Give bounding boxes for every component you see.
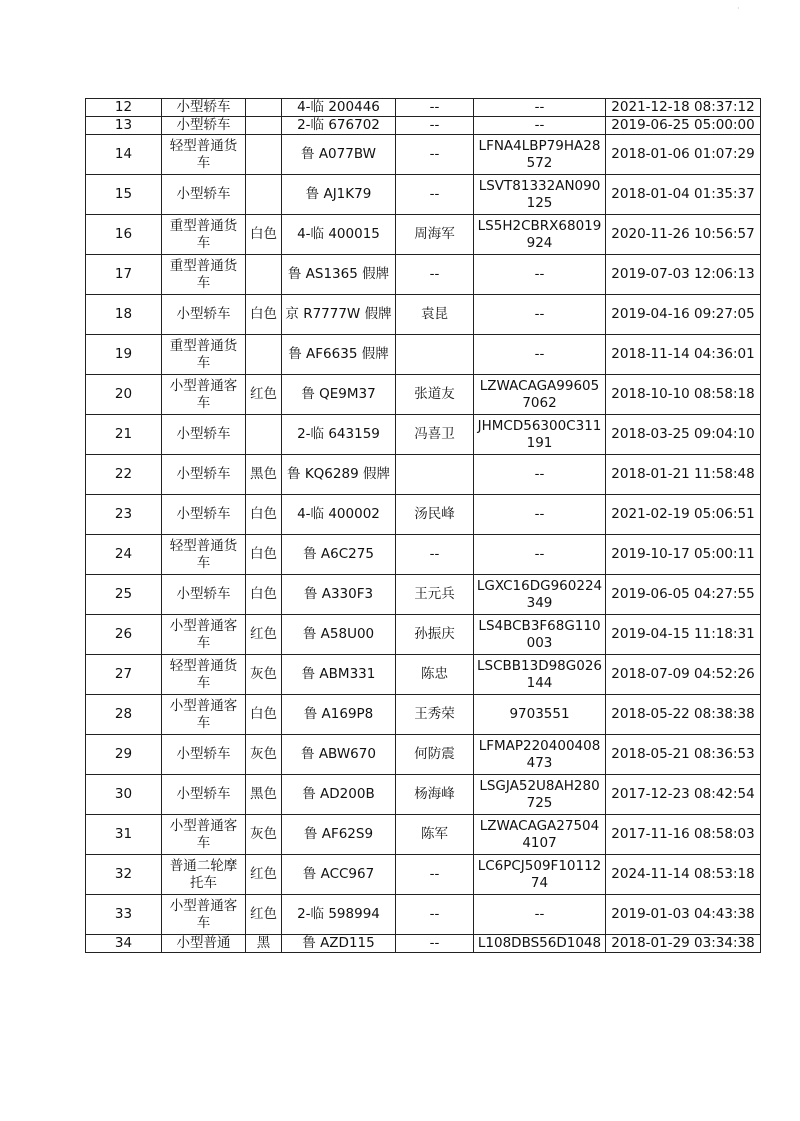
table-row (86, 855, 761, 895)
row-number-cell: 18 (86, 295, 162, 335)
row-number-cell: 26 (86, 615, 162, 655)
plate-number-cell: 鲁 AZD115 (282, 935, 396, 953)
owner-name-cell (396, 455, 474, 495)
row-number-cell: 24 (86, 535, 162, 575)
vehicle-type-cell: 小型普通客车 (162, 375, 246, 415)
vehicle-type-cell: 小型轿车 (162, 117, 246, 135)
row-number-cell: 27 (86, 655, 162, 695)
row-number-cell: 22 (86, 455, 162, 495)
table-row (86, 335, 761, 375)
vehicle-color-cell (246, 99, 282, 117)
record-time-cell: 2018-01-29 03:34:38 (606, 935, 761, 953)
table-row (86, 815, 761, 855)
record-time-cell: 2018-03-25 09:04:10 (606, 415, 761, 455)
table-row (86, 615, 761, 655)
owner-name-cell: -- (396, 117, 474, 135)
vehicle-type-cell: 轻型普通货车 (162, 655, 246, 695)
record-time-cell: 2021-12-18 08:37:12 (606, 99, 761, 117)
record-time-cell: 2021-02-19 05:06:51 (606, 495, 761, 535)
vehicle-record-table (85, 98, 761, 953)
vehicle-color-cell (246, 117, 282, 135)
owner-name-cell: 何防震 (396, 735, 474, 775)
vehicle-type-cell: 小型普通客车 (162, 615, 246, 655)
owner-name-cell: 汤民峰 (396, 495, 474, 535)
owner-name-cell: 王秀荣 (396, 695, 474, 735)
record-time-cell: 2018-01-21 11:58:48 (606, 455, 761, 495)
vehicle-color-cell: 红色 (246, 615, 282, 655)
owner-name-cell: 杨海峰 (396, 775, 474, 815)
plate-number-cell: 4-临 400002 (282, 495, 396, 535)
vehicle-color-cell: 红色 (246, 855, 282, 895)
owner-name-cell: 陈忠 (396, 655, 474, 695)
plate-number-cell: 2-临 676702 (282, 117, 396, 135)
vehicle-color-cell: 黑 (246, 935, 282, 953)
table-row (86, 295, 761, 335)
vin-cell: LFMAP220400408473 (474, 735, 606, 775)
record-time-cell: 2018-07-09 04:52:26 (606, 655, 761, 695)
table-row (86, 117, 761, 135)
vin-cell: -- (474, 895, 606, 935)
owner-name-cell: -- (396, 175, 474, 215)
vin-cell: LSCBB13D98G026144 (474, 655, 606, 695)
row-number-cell: 20 (86, 375, 162, 415)
vehicle-color-cell (246, 175, 282, 215)
table-row (86, 415, 761, 455)
record-time-cell: 2020-11-26 10:56:57 (606, 215, 761, 255)
vehicle-type-cell: 小型轿车 (162, 99, 246, 117)
vehicle-color-cell (246, 255, 282, 295)
row-number-cell: 12 (86, 99, 162, 117)
plate-number-cell: 鲁 AF6635 假牌 (282, 335, 396, 375)
record-time-cell: 2018-10-10 08:58:18 (606, 375, 761, 415)
owner-name-cell: 冯喜卫 (396, 415, 474, 455)
table-row (86, 935, 761, 953)
table-row (86, 695, 761, 735)
record-time-cell: 2018-11-14 04:36:01 (606, 335, 761, 375)
row-number-cell: 23 (86, 495, 162, 535)
row-number-cell: 21 (86, 415, 162, 455)
row-number-cell: 13 (86, 117, 162, 135)
vehicle-type-cell: 小型轿车 (162, 415, 246, 455)
record-time-cell: 2019-06-25 05:00:00 (606, 117, 761, 135)
vehicle-color-cell: 白色 (246, 495, 282, 535)
vehicle-color-cell: 白色 (246, 575, 282, 615)
row-number-cell: 28 (86, 695, 162, 735)
record-time-cell: 2024-11-14 08:53:18 (606, 855, 761, 895)
vehicle-type-cell: 小型轿车 (162, 775, 246, 815)
vehicle-type-cell: 小型轿车 (162, 295, 246, 335)
table-row (86, 775, 761, 815)
row-number-cell: 34 (86, 935, 162, 953)
row-number-cell: 32 (86, 855, 162, 895)
record-time-cell: 2019-01-03 04:43:38 (606, 895, 761, 935)
table-row (86, 495, 761, 535)
vin-cell: -- (474, 335, 606, 375)
owner-name-cell: -- (396, 255, 474, 295)
plate-number-cell: 鲁 ABW670 (282, 735, 396, 775)
vehicle-color-cell: 白色 (246, 535, 282, 575)
vin-cell: LSVT81332AN090125 (474, 175, 606, 215)
plate-number-cell: 鲁 A077BW (282, 135, 396, 175)
vehicle-color-cell (246, 415, 282, 455)
vehicle-type-cell: 小型普通客车 (162, 895, 246, 935)
owner-name-cell: 张道友 (396, 375, 474, 415)
vehicle-type-cell: 小型轿车 (162, 455, 246, 495)
record-time-cell: 2019-04-16 09:27:05 (606, 295, 761, 335)
vin-cell: L108DBS56D1048 (474, 935, 606, 953)
vin-cell: LSGJA52U8AH280725 (474, 775, 606, 815)
vin-cell: LGXC16DG960224349 (474, 575, 606, 615)
record-time-cell: 2018-01-06 01:07:29 (606, 135, 761, 175)
vin-cell: LS4BCB3F68G110003 (474, 615, 606, 655)
vin-cell: LS5H2CBRX68019924 (474, 215, 606, 255)
table-row (86, 655, 761, 695)
record-time-cell: 2019-04-15 11:18:31 (606, 615, 761, 655)
vehicle-color-cell: 红色 (246, 895, 282, 935)
vehicle-color-cell: 红色 (246, 375, 282, 415)
vehicle-type-cell: 重型普通货车 (162, 335, 246, 375)
vehicle-type-cell: 小型普通 (162, 935, 246, 953)
record-time-cell: 2018-05-21 08:36:53 (606, 735, 761, 775)
owner-name-cell: -- (396, 99, 474, 117)
vehicle-color-cell: 白色 (246, 295, 282, 335)
record-time-cell: 2017-12-23 08:42:54 (606, 775, 761, 815)
plate-number-cell: 鲁 AJ1K79 (282, 175, 396, 215)
owner-name-cell: 周海军 (396, 215, 474, 255)
vehicle-type-cell: 轻型普通货车 (162, 535, 246, 575)
vehicle-type-cell: 小型轿车 (162, 575, 246, 615)
vehicle-type-cell: 小型轿车 (162, 175, 246, 215)
table-row (86, 735, 761, 775)
vehicle-color-cell: 黑色 (246, 775, 282, 815)
vehicle-type-cell: 重型普通货车 (162, 255, 246, 295)
row-number-cell: 17 (86, 255, 162, 295)
owner-name-cell: -- (396, 935, 474, 953)
owner-name-cell: -- (396, 855, 474, 895)
plate-number-cell: 4-临 200446 (282, 99, 396, 117)
table-row (86, 895, 761, 935)
plate-number-cell: 2-临 598994 (282, 895, 396, 935)
owner-name-cell: 王元兵 (396, 575, 474, 615)
owner-name-cell: -- (396, 895, 474, 935)
plate-number-cell: 鲁 ACC967 (282, 855, 396, 895)
vin-cell: LFNA4LBP79HA28572 (474, 135, 606, 175)
vin-cell: LZWACAGA996057062 (474, 375, 606, 415)
plate-number-cell: 鲁 A6C275 (282, 535, 396, 575)
scan-speck: · (737, 4, 740, 13)
table-row (86, 135, 761, 175)
row-number-cell: 31 (86, 815, 162, 855)
vin-cell: -- (474, 117, 606, 135)
vehicle-color-cell: 灰色 (246, 735, 282, 775)
owner-name-cell: -- (396, 535, 474, 575)
vehicle-type-cell: 重型普通货车 (162, 215, 246, 255)
record-time-cell: 2019-07-03 12:06:13 (606, 255, 761, 295)
plate-number-cell: 鲁 KQ6289 假牌 (282, 455, 396, 495)
vehicle-color-cell: 白色 (246, 215, 282, 255)
plate-number-cell: 鲁 AF62S9 (282, 815, 396, 855)
plate-number-cell: 鲁 A330F3 (282, 575, 396, 615)
owner-name-cell: -- (396, 135, 474, 175)
vin-cell: -- (474, 99, 606, 117)
row-number-cell: 14 (86, 135, 162, 175)
plate-number-cell: 鲁 ABM331 (282, 655, 396, 695)
vehicle-color-cell (246, 135, 282, 175)
vehicle-type-cell: 普通二轮摩托车 (162, 855, 246, 895)
vehicle-color-cell: 黑色 (246, 455, 282, 495)
vehicle-type-cell: 小型轿车 (162, 735, 246, 775)
row-number-cell: 19 (86, 335, 162, 375)
vin-cell: -- (474, 535, 606, 575)
plate-number-cell: 鲁 AS1365 假牌 (282, 255, 396, 295)
vin-cell: -- (474, 295, 606, 335)
vehicle-type-cell: 小型普通客车 (162, 815, 246, 855)
table-row (86, 575, 761, 615)
table-body (86, 99, 761, 953)
plate-number-cell: 2-临 643159 (282, 415, 396, 455)
plate-number-cell: 鲁 A58U00 (282, 615, 396, 655)
plate-number-cell: 鲁 AD200B (282, 775, 396, 815)
owner-name-cell: 袁昆 (396, 295, 474, 335)
vehicle-type-cell: 轻型普通货车 (162, 135, 246, 175)
record-time-cell: 2018-01-04 01:35:37 (606, 175, 761, 215)
record-time-cell: 2017-11-16 08:58:03 (606, 815, 761, 855)
row-number-cell: 33 (86, 895, 162, 935)
owner-name-cell: 孙振庆 (396, 615, 474, 655)
row-number-cell: 25 (86, 575, 162, 615)
table-row (86, 535, 761, 575)
record-time-cell: 2019-06-05 04:27:55 (606, 575, 761, 615)
vin-cell: JHMCD56300C311191 (474, 415, 606, 455)
table-row (86, 99, 761, 117)
plate-number-cell: 京 R7777W 假牌 (282, 295, 396, 335)
vehicle-color-cell (246, 335, 282, 375)
row-number-cell: 15 (86, 175, 162, 215)
plate-number-cell: 4-临 400015 (282, 215, 396, 255)
table-row (86, 375, 761, 415)
vehicle-type-cell: 小型轿车 (162, 495, 246, 535)
plate-number-cell: 鲁 A169P8 (282, 695, 396, 735)
vin-cell: -- (474, 495, 606, 535)
vin-cell: LC6PCJ509F1011274 (474, 855, 606, 895)
vin-cell: -- (474, 455, 606, 495)
owner-name-cell: 陈军 (396, 815, 474, 855)
record-time-cell: 2019-10-17 05:00:11 (606, 535, 761, 575)
vehicle-color-cell: 灰色 (246, 655, 282, 695)
vin-cell: -- (474, 255, 606, 295)
table-row (86, 175, 761, 215)
owner-name-cell (396, 335, 474, 375)
vehicle-color-cell: 灰色 (246, 815, 282, 855)
row-number-cell: 29 (86, 735, 162, 775)
vehicle-color-cell: 白色 (246, 695, 282, 735)
row-number-cell: 30 (86, 775, 162, 815)
table-row (86, 255, 761, 295)
plate-number-cell: 鲁 QE9M37 (282, 375, 396, 415)
row-number-cell: 16 (86, 215, 162, 255)
table-row (86, 455, 761, 495)
record-time-cell: 2018-05-22 08:38:38 (606, 695, 761, 735)
vehicle-type-cell: 小型普通客车 (162, 695, 246, 735)
vin-cell: LZWACAGA275044107 (474, 815, 606, 855)
table-row (86, 215, 761, 255)
vin-cell: 9703551 (474, 695, 606, 735)
